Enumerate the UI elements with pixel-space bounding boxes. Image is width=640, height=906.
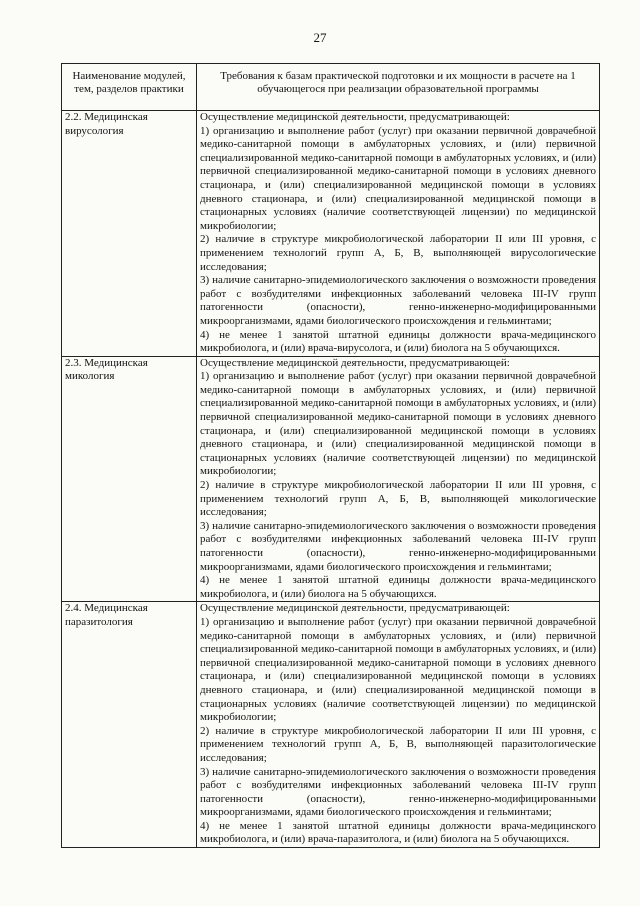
table-row-mycology — [62, 356, 600, 602]
module-requirements — [197, 602, 600, 848]
requirement-item: 3) наличие санитарно-эпидемиологического заключения о возможности проведения работ с возбудителями инфекционных заболеваний человека III-IV групп патогенности (опасности), генно-инженерно-модифицированными микроорганизмами, ядами биологического происхождения и гельминтами; — [200, 765, 596, 819]
requirement-item: 1) организацию и выполнение работ (услуг) при оказании первичной доврачебной медико-санитарной помощи в амбулаторных условиях, и (или) первичной специализированной медико-санитарной помощи в амбулаторных условиях, и (или) первичной специализированной медико-санитарной помощи в условиях дневного стационара, и (или) специализированной медицинской помощи в условиях дневного стационара, и (или) специализированной медицинской помощи в стационарных условиях (наличие соответствующей лицензии) по медицинской микробиологии; — [200, 124, 596, 232]
module-requirements — [197, 356, 600, 602]
requirements-intro: Осуществление медицинской деятельности, предусматривающей: — [200, 356, 510, 369]
requirement-item: 4) не менее 1 занятой штатной единицы должности врача-медицинского микробиолога, и (или) врача-паразитолога, и (или) биолога на 5 обучающихся. — [200, 819, 596, 846]
requirement-item: 3) наличие санитарно-эпидемиологического заключения о возможности проведения работ с возбудителями инфекционных заболеваний человека III-IV групп патогенности (опасности), генно-инженерно-модифицированными микроорганизмами, ядами биологического происхождения и гельминтами; — [200, 519, 596, 573]
module-requirements — [197, 111, 600, 357]
table-row-virology — [62, 111, 600, 357]
module-name: 2.4. Медицинская паразитология — [62, 602, 197, 848]
requirements-intro: Осуществление медицинской деятельности, предусматривающей: — [200, 111, 510, 123]
requirements-table — [61, 63, 600, 848]
module-name: 2.3. Медицинская микология — [62, 356, 197, 602]
requirement-item: 2) наличие в структуре микробиологической лаборатории II или III уровня, с применением технологий групп А, Б, В, выполняющей микологические исследования; — [200, 479, 596, 519]
requirement-item: 3) наличие санитарно-эпидемиологического заключения о возможности проведения работ с возбудителями инфекционных заболеваний человека III-IV групп патогенности (опасности), генно-инженерно-модифицированными микроорганизмами, ядами биологического происхождения и гельминтами; — [200, 274, 596, 327]
requirement-item: 4) не менее 1 занятой штатной единицы должности врача-медицинского микробиолога, и (или) врача-вирусолога, и (или) биолога на 5 обучающихся. — [200, 328, 596, 355]
table-row-parasitology — [62, 602, 600, 848]
requirement-item: 4) не менее 1 занятой штатной единицы должности врача-медицинского микробиолога, и (или) биолога на 5 обучающихся. — [200, 574, 596, 600]
page-number: 27 — [313, 30, 327, 45]
requirement-item: 2) наличие в структуре микробиологической лаборатории II или III уровня, с применением технологий групп А, Б, В, выполняющей паразитологические исследования; — [200, 724, 596, 764]
requirements-intro: Осуществление медицинской деятельности, предусматривающей: — [200, 602, 510, 615]
requirement-item: 2) наличие в структуре микробиологической лаборатории II или III уровня, с применением технологий групп А, Б, В, выполняющей вирусологические исследования; — [200, 233, 596, 273]
requirement-item: 1) организацию и выполнение работ (услуг) при оказании первичной доврачебной медико-санитарной помощи в амбулаторных условиях, и (или) первичной специализированной медико-санитарной помощи в амбулаторных условиях, и (или) первичной специализированной медико-санитарной помощи в условиях дневного стационара, и (или) специализированной медицинской помощи в условиях дневного стационара, и (или) специализированной медицинской помощи в стационарных условиях (наличие соответствующей лицензии) по медицинской микробиологии; — [200, 370, 596, 478]
header-requirements: Требования к базам практической подготовки и их мощности в расчете на 1 обучающегося при реализации образовательной программы — [197, 64, 600, 111]
header-module-name: Наименование модулей, тем, разделов практики — [62, 64, 197, 111]
requirement-item: 1) организацию и выполнение работ (услуг) при оказании первичной доврачебной медико-санитарной помощи в амбулаторных условиях, и (или) первичной специализированной медико-санитарной помощи в амбулаторных условиях, и (или) первичной специализированной медико-санитарной помощи в условиях дневного стационара, и (или) специализированной медицинской помощи в условиях дневного стационара, и (или) специализированной медицинской помощи в стационарных условиях (наличие соответствующей лицензии) по медицинской микробиологии; — [200, 615, 596, 724]
module-name: 2.2. Медицинская вирусология — [62, 111, 197, 357]
table-header-row — [62, 64, 600, 111]
